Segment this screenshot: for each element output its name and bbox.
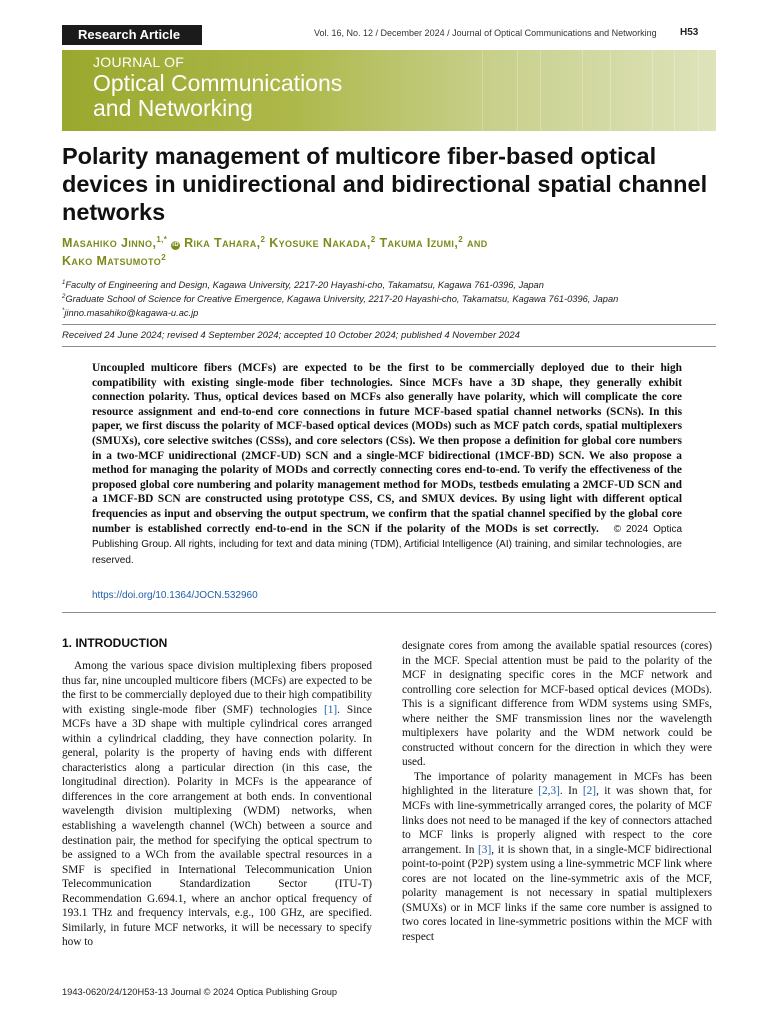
page-number: H53 (680, 27, 699, 38)
journal-name-line2: Optical Communications (93, 70, 343, 96)
abstract-text: Uncoupled multicore fibers (MCFs) are expected to be the first to be commercially deployed due to their high compatibility with existing single-mode fiber technologies. Since MCFs have a 3D shape, they generally exhibit connection polarity. Thus, optical devices based on MCFs also generally have polarity, which will complicate the core resource assignment and end-to-end core connections in future MCF-based spatial channel networks (SCNs). In this paper, we first discuss the polarity of MCF-based optical devices (MODs) such as MCF patch cords, spatial multiplexers (SMUXs), core selective switches (CSSs), and core selectors (CSs). We then propose a definition for global core numbers in a two-MCF unidirectional (2MCF-UD) SCN and a single-MCF bidirectional (1MCF-BD) SCN. We also propose a method for managing the polarity of MODs and correctly connecting cores end-to-end. To verify the effectiveness of the proposed global core numbering and polarity management method for MODs, testbeds emulating a 2MCF-UD SCN and a 1MCF-BD SCN are constructed using prototype CSS, CS, and SMUX devices. By using light with different optical frequencies as input and observing the output spectrum, we confirm that the spatial channel specified by the global core number is established correctly end-to-end in the SCN if the polarity of the MODs is set correctly. (92, 362, 682, 535)
author-name[interactable]: Rika Tahara, (184, 236, 261, 250)
author-name[interactable]: Takuma Izumi, (379, 236, 459, 250)
email-link[interactable]: jinno.masahiko@kagawa-u.ac.jp (64, 308, 199, 319)
affiliation-2 (62, 294, 722, 304)
paragraph-text: , it is shown that, in a single-MCF bidirectional point-to-point (P2P) system using a line-symmetric MCF link where cores are not located on the line-symmetric axis of the MCF, polarity management is not necessary in spatial multiplexers (SMUXs) or in MCF links if the same core number is assigned to two cores located in line-symmetric positions within the MCF with respect (402, 843, 712, 943)
divider (62, 346, 716, 347)
author-affil-mark: 2 (161, 252, 167, 262)
article-title: Polarity management of multicore fiber-based optical devices in unidirectional and bidirectional spatial channel networks (62, 143, 708, 225)
journal-name-line1: JOURNAL OF (93, 54, 185, 70)
page-footer: 1943-0620/24/120H53-13 Journal © 2024 Optica Publishing Group (62, 987, 338, 997)
doi-link[interactable]: https://doi.org/10.1364/JOCN.532960 (92, 590, 258, 601)
author-list (62, 234, 712, 270)
divider (62, 324, 716, 325)
affiliation-text: Graduate School of Science for Creative Emergence, Kagawa University, 2217-20 Hayashi-cho, Takamatsu, Kagawa 761-0396, Japan (65, 294, 619, 305)
section-heading: 1. INTRODUCTION (62, 636, 168, 650)
paragraph-text: The importance of polarity management in MCFs has been highlighted in the literature (402, 770, 712, 798)
paragraph (402, 770, 712, 945)
citation-link[interactable]: [2] (582, 785, 597, 798)
author-name[interactable]: Kako Matsumoto (62, 254, 162, 268)
journal-banner (62, 50, 716, 131)
affiliation-mark: * (62, 308, 65, 314)
paragraph (62, 659, 372, 950)
citation-link[interactable]: [2,3] (538, 785, 560, 798)
paragraph-text: , it was shown that, for MCFs with line-symmetrically arranged cores, the polarity of MCF links does not need to be managed if the key of connectors attached to MCF links is properly aligned with respect to the core arrangement. In (402, 785, 712, 856)
author-name[interactable]: Masahiko Jinno, (62, 236, 157, 250)
abstract (92, 361, 682, 568)
journal-name-line3: and Networking (93, 95, 253, 121)
affiliation-text: Faculty of Engineering and Design, Kagawa University, 2217-20 Hayashi-cho, Takamatsu, Kagawa 761-0396, Japan (65, 280, 544, 291)
body-column-right (402, 639, 712, 944)
author-affil-mark: 2 (260, 234, 266, 244)
affiliation-mark: 1 (62, 280, 66, 286)
body-column-left (62, 659, 372, 950)
author-affil-mark: 1,* (156, 234, 168, 244)
affiliation-mark: 2 (62, 294, 66, 300)
orcid-icon[interactable]: iD (172, 242, 180, 248)
copyright-notice: © 2024 Optica Publishing Group. All rights, including for text and data mining (TDM), Artificial Intelligence (AI) training, and similar technologies, are reserved. (92, 523, 683, 566)
author-affil-mark: 2 (370, 234, 376, 244)
affiliation-1 (62, 280, 722, 290)
paragraph-text: Among the various space division multiplexing fibers proposed thus far, nine uncoupled multicore fibers (MCFs) are expected to be the first to be commercially deployed due to their high compatibility with existing single-mode fiber (SMF) technologies (62, 660, 372, 716)
paragraph-text: . Since MCFs have a 3D shape with multiple cylindrical cores arranged within a cylindrical cladding, they have connection polarity. In general, polarity is the property of having ends with different characteristics along a particular direction (in this case, the longitudinal direction). Polarity in MCFs is the appearance of differences in the core arrangement at both ends. In conventional wavelength division multiplexing (WDM) networks, when establishing a wavelength channel (WCh) between a source and destination pair, the method for specifying the optical spectrum to be assigned to a WCh from the available spectral resources in a SMF is specified in International Telecommunication Union Telecommunication Standardization Sector (ITU-T) Recommendation G.694.1, where an anchor optical frequency of 193.1 THz and frequency intervals, e.g., 100 GHz, are specified. Similarly, in future MCF networks, it will be necessary to specify how to (62, 703, 373, 949)
volume-line: Vol. 16, No. 12 / December 2024 / Journal of Optical Communications and Networking (314, 28, 657, 38)
author-conjunction: and (466, 236, 488, 250)
paragraph-text: . In (559, 785, 583, 798)
article-type-badge: Research Article (62, 25, 202, 45)
author-name[interactable]: Kyosuke Nakada, (269, 236, 371, 250)
author-affil-mark: 2 (458, 234, 464, 244)
publication-history: Received 24 June 2024; revised 4 September 2024; accepted 10 October 2024; published 4 November 2024 (62, 330, 520, 341)
paragraph: designate cores from among the available spatial resources (cores) in the MCF. Special attention must be paid to the polarity of the MCF in designating specific cores in the MCF network and controlling core selection for MCF-based optical devices (MODs). This is a significant difference from WDM systems using SMFs, where neither the SMF transmission lines nor the wavelength multiplexers have polarity and the WDM network could be constructed without concern for the direction in which they were used. (402, 640, 712, 769)
divider (62, 612, 716, 613)
corresponding-email (62, 308, 722, 318)
citation-link[interactable]: [3] (478, 843, 492, 856)
citation-link[interactable]: [1] (323, 703, 338, 716)
